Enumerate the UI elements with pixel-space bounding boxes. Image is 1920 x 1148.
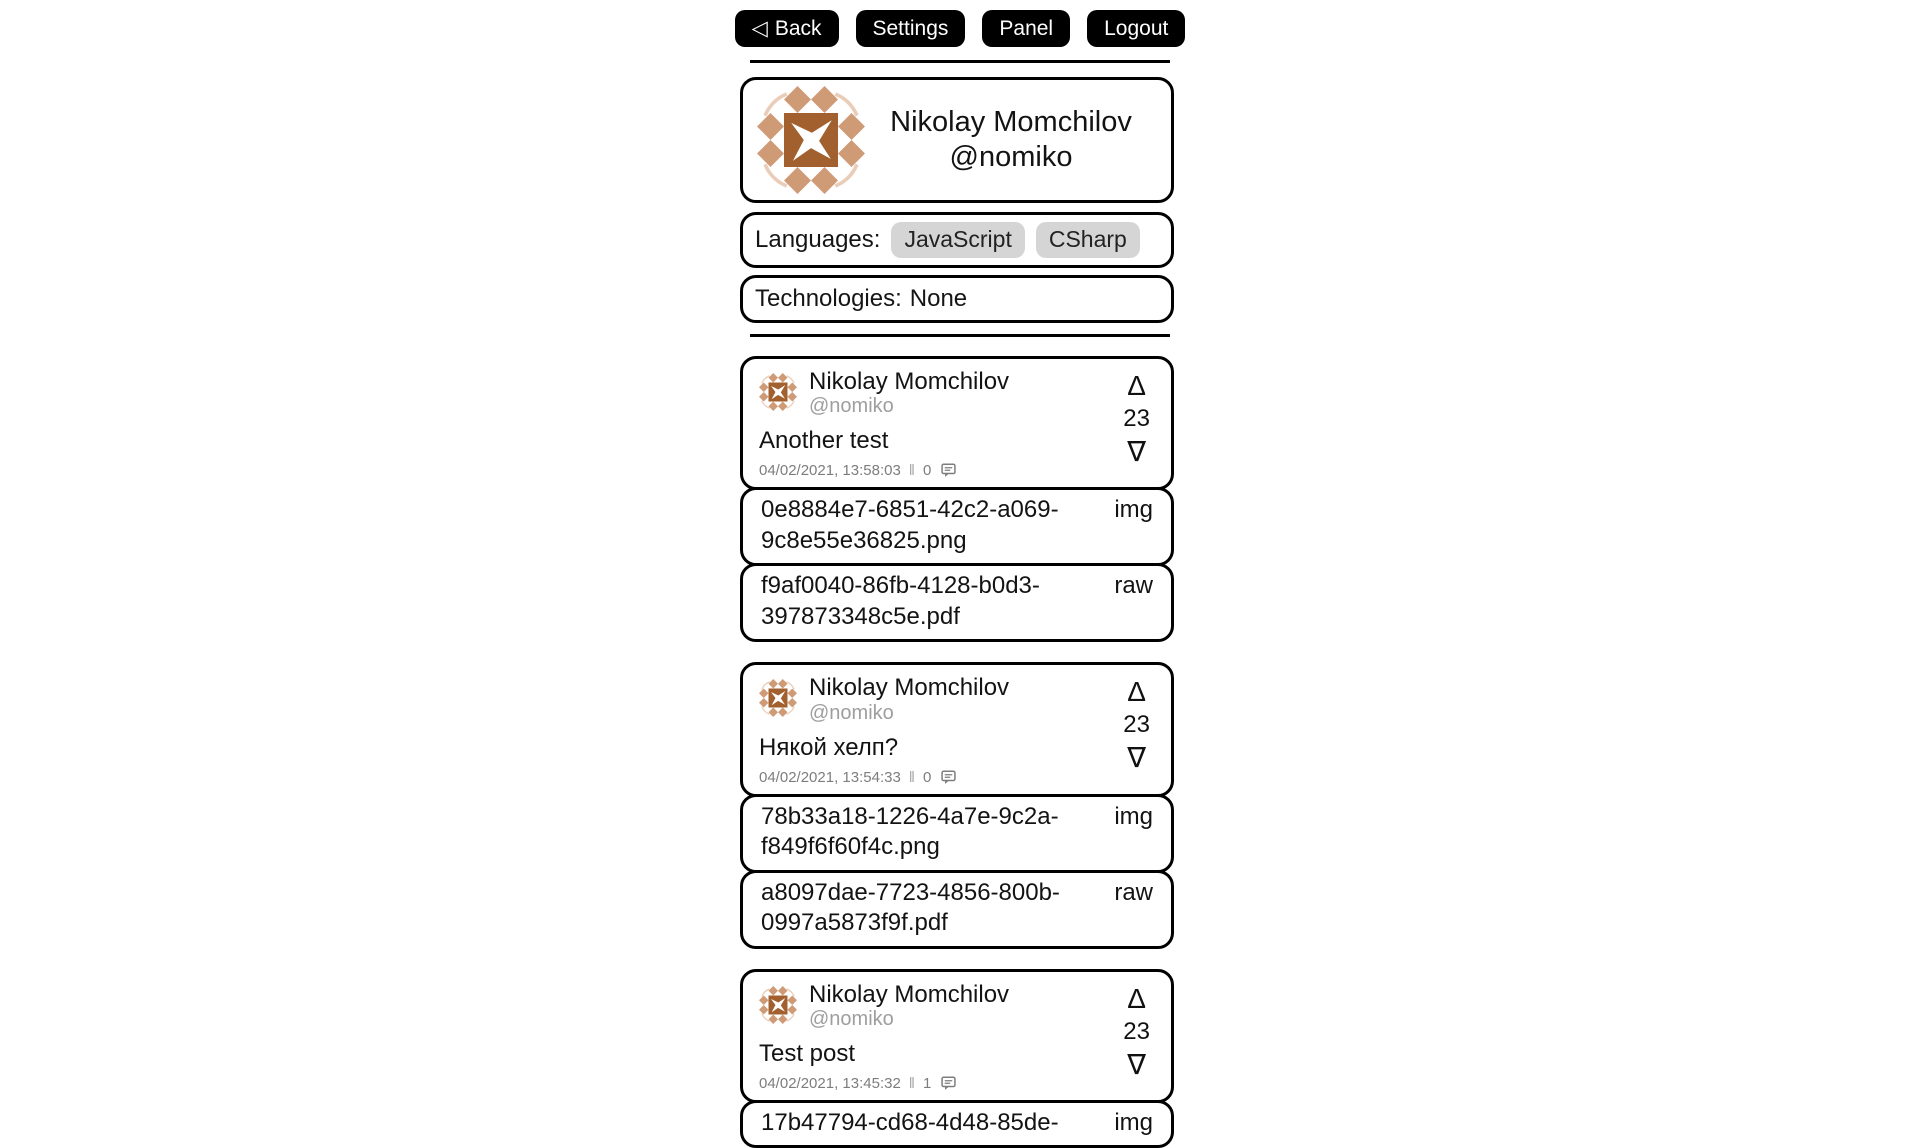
post-author-name: Nikolay Momchilov [809, 367, 1010, 395]
vote-count: 23 [1123, 1017, 1150, 1045]
vote-column [1123, 369, 1159, 479]
vote-column [1123, 675, 1159, 785]
attachment-type: img [1114, 496, 1153, 524]
language-tag-csharp[interactable]: CSharp [1036, 222, 1140, 258]
post-card[interactable] [740, 662, 1174, 796]
comment-icon [941, 1076, 956, 1091]
downvote-button[interactable]: ∇ [1127, 1048, 1147, 1080]
avatar-identicon-icon [759, 373, 797, 411]
comment-icon [941, 463, 956, 478]
post-timestamp: 04/02/2021, 13:58:03 [759, 462, 901, 480]
avatar-identicon-icon [759, 679, 797, 717]
post-comments-count: 0 [923, 462, 932, 480]
profile-avatar [757, 86, 865, 194]
post-card[interactable] [740, 356, 1174, 490]
upvote-button[interactable]: Δ [1127, 982, 1146, 1014]
technologies-card [740, 275, 1174, 323]
post-author-avatar [759, 984, 797, 1022]
attachment-row[interactable] [740, 1100, 1174, 1148]
attachment-type: raw [1114, 878, 1153, 906]
post-header [759, 369, 1123, 418]
vote-column [1123, 982, 1159, 1092]
attachment-type: img [1114, 802, 1153, 830]
attachment-filename: f9af0040-86fb-4128-b0d3-397873348c5e.pdf [761, 572, 1040, 630]
technologies-value: None [909, 284, 968, 312]
profile-name: Nikolay Momchilov [890, 105, 1132, 138]
post-block [740, 356, 1180, 642]
attachment-type: img [1114, 1108, 1153, 1136]
language-tag-javascript[interactable]: JavaScript [891, 222, 1024, 258]
technologies-label: Technologies: [755, 284, 902, 312]
post-title: Test post [759, 1039, 856, 1067]
upvote-button[interactable]: Δ [1127, 369, 1146, 401]
meta-separator: ‖ [908, 768, 915, 786]
languages-label: Languages: [755, 226, 881, 254]
vote-count: 23 [1123, 404, 1150, 432]
post-meta [759, 462, 1123, 479]
meta-separator: ‖ [908, 1074, 915, 1092]
avatar-identicon-icon [757, 86, 865, 194]
post-author-name: Nikolay Momchilov [809, 674, 1010, 702]
comment-icon [941, 770, 956, 785]
divider-posts [750, 334, 1170, 337]
attachment-row[interactable] [740, 870, 1174, 949]
profile-card [740, 77, 1174, 203]
post-title: Някой хелп? [759, 733, 899, 761]
top-nav [740, 0, 1180, 47]
attachment-filename: 0e8884e7-6851-42c2-a069-9c8e55e36825.png [761, 496, 1059, 554]
attachment-row[interactable] [740, 487, 1174, 566]
post-timestamp: 04/02/2021, 13:54:33 [759, 768, 901, 786]
post-header [759, 982, 1123, 1031]
post-content [759, 982, 1123, 1092]
post-content [759, 369, 1123, 479]
profile-handle: @nomiko [949, 141, 1073, 174]
post-content [759, 675, 1123, 785]
avatar-identicon-icon [759, 986, 797, 1024]
profile-names [865, 105, 1157, 176]
attachment-filename: a8097dae-7723-4856-800b-0997a5873f9f.pdf [761, 878, 1060, 937]
post-title: Another test [759, 427, 889, 455]
post-header [759, 675, 1123, 724]
upvote-button[interactable]: Δ [1127, 676, 1146, 708]
post-block [740, 969, 1180, 1148]
post-author-name: Nikolay Momchilov [809, 980, 1010, 1008]
downvote-button[interactable]: ∇ [1127, 435, 1147, 467]
logout-button[interactable]: Logout [1087, 10, 1185, 47]
attachment-row[interactable] [740, 794, 1174, 873]
post-block [740, 662, 1180, 948]
post-author [809, 369, 1009, 418]
downvote-button[interactable]: ∇ [1127, 742, 1147, 774]
back-button[interactable] [735, 10, 839, 47]
attachment-filename: 78b33a18-1226-4a7e-9c2a-f849f6f60f4c.png [761, 802, 1059, 861]
post-author [809, 675, 1009, 724]
post-author-handle: @nomiko [809, 701, 894, 724]
post-comments-count: 0 [923, 768, 932, 786]
vote-count: 23 [1123, 711, 1150, 739]
attachment-row[interactable] [740, 563, 1174, 642]
post-comments-count: 1 [923, 1074, 932, 1092]
post-author-handle: @nomiko [809, 395, 894, 418]
post-author-avatar [759, 677, 797, 715]
post-author-avatar [759, 371, 797, 409]
post-card[interactable] [740, 969, 1174, 1103]
back-icon: ◁ [751, 17, 768, 40]
post-timestamp: 04/02/2021, 13:45:32 [759, 1074, 901, 1092]
profile-page [740, 0, 1180, 1148]
post-meta [759, 1075, 1123, 1092]
post-author [809, 982, 1009, 1031]
languages-card [740, 212, 1174, 268]
attachment-type: raw [1114, 572, 1153, 600]
attachment-filename: 17b47794-cd68-4d48-85de- [761, 1108, 1059, 1136]
post-meta [759, 769, 1123, 786]
divider-top [750, 60, 1170, 63]
back-button-label: Back [774, 17, 822, 40]
meta-separator: ‖ [908, 462, 915, 480]
settings-button[interactable]: Settings [856, 10, 966, 47]
panel-button[interactable]: Panel [982, 10, 1070, 47]
post-author-handle: @nomiko [809, 1007, 894, 1030]
